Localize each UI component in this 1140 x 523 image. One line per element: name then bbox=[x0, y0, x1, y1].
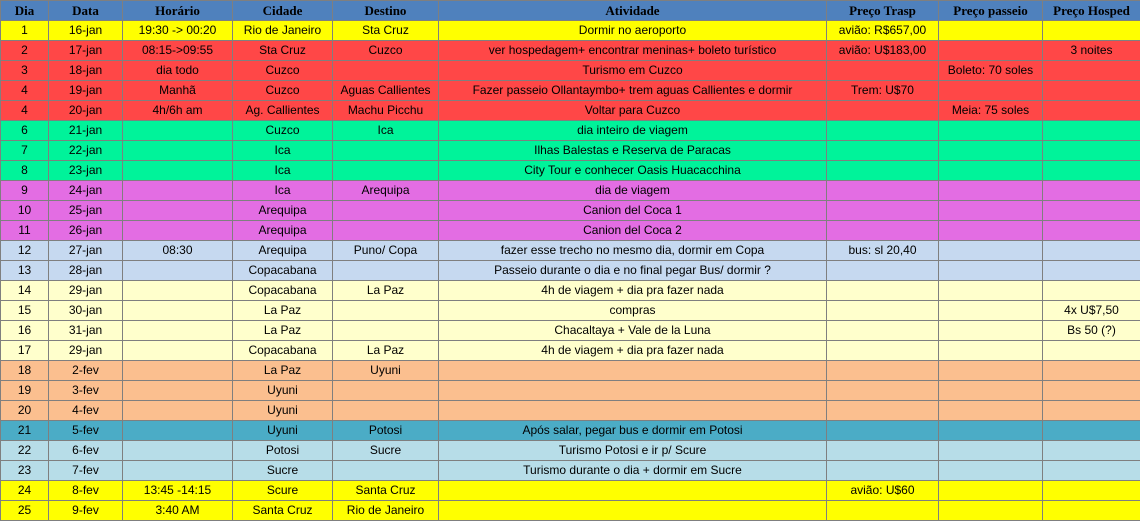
cell-preco-hosped[interactable] bbox=[1043, 341, 1140, 361]
cell-atividade[interactable]: ver hospedagem+ encontrar meninas+ boleto turístico bbox=[439, 41, 827, 61]
cell-atividade[interactable]: Canion del Coca 1 bbox=[439, 201, 827, 221]
cell-dia[interactable]: 23 bbox=[1, 461, 49, 481]
cell-data[interactable]: 30-jan bbox=[49, 301, 123, 321]
cell-preco-passeio[interactable] bbox=[939, 321, 1043, 341]
cell-preco-trasp[interactable] bbox=[827, 461, 939, 481]
cell-data[interactable]: 17-jan bbox=[49, 41, 123, 61]
cell-preco-trasp[interactable] bbox=[827, 441, 939, 461]
table-row bbox=[1, 201, 1140, 221]
cell-cidade[interactable]: Santa Cruz bbox=[233, 501, 333, 521]
cell-atividade[interactable]: compras bbox=[439, 301, 827, 321]
cell-destino[interactable]: Puno/ Copa bbox=[333, 241, 439, 261]
cell-cidade[interactable]: Copacabana bbox=[233, 341, 333, 361]
cell-horario[interactable] bbox=[123, 221, 233, 241]
cell-dia[interactable]: 4 bbox=[1, 81, 49, 101]
cell-dia[interactable]: 25 bbox=[1, 501, 49, 521]
cell-destino[interactable]: La Paz bbox=[333, 341, 439, 361]
cell-preco-hosped[interactable] bbox=[1043, 381, 1140, 401]
cell-dia[interactable]: 16 bbox=[1, 321, 49, 341]
cell-preco-trasp[interactable] bbox=[827, 281, 939, 301]
cell-preco-hosped[interactable] bbox=[1043, 201, 1140, 221]
cell-preco-trasp[interactable] bbox=[827, 161, 939, 181]
cell-preco-passeio[interactable] bbox=[939, 161, 1043, 181]
cell-preco-passeio[interactable] bbox=[939, 301, 1043, 321]
cell-preco-hosped[interactable] bbox=[1043, 261, 1140, 281]
cell-cidade[interactable]: Scure bbox=[233, 481, 333, 501]
cell-horario[interactable] bbox=[123, 141, 233, 161]
cell-cidade[interactable]: Sta Cruz bbox=[233, 41, 333, 61]
column-header-atividade[interactable]: Atividade bbox=[439, 1, 827, 21]
cell-data[interactable]: 2-fev bbox=[49, 361, 123, 381]
column-header-dia[interactable]: Dia bbox=[1, 1, 49, 21]
cell-destino[interactable]: La Paz bbox=[333, 281, 439, 301]
cell-preco-trasp[interactable] bbox=[827, 201, 939, 221]
cell-dia[interactable]: 13 bbox=[1, 261, 49, 281]
cell-dia[interactable]: 19 bbox=[1, 381, 49, 401]
cell-data[interactable]: 26-jan bbox=[49, 221, 123, 241]
cell-preco-trasp[interactable] bbox=[827, 361, 939, 381]
cell-preco-passeio[interactable] bbox=[939, 81, 1043, 101]
cell-dia[interactable]: 11 bbox=[1, 221, 49, 241]
cell-dia[interactable]: 10 bbox=[1, 201, 49, 221]
cell-horario[interactable]: Manhã bbox=[123, 81, 233, 101]
cell-atividade[interactable] bbox=[439, 481, 827, 501]
cell-preco-trasp[interactable] bbox=[827, 421, 939, 441]
table-row bbox=[1, 181, 1140, 201]
table-row bbox=[1, 61, 1140, 81]
cell-horario[interactable] bbox=[123, 381, 233, 401]
cell-preco-trasp[interactable]: avião: U$183,00 bbox=[827, 41, 939, 61]
cell-data[interactable]: 3-fev bbox=[49, 381, 123, 401]
cell-preco-passeio[interactable] bbox=[939, 201, 1043, 221]
cell-horario[interactable] bbox=[123, 201, 233, 221]
table-row bbox=[1, 41, 1140, 61]
table-row bbox=[1, 281, 1140, 301]
table-row bbox=[1, 161, 1140, 181]
cell-dia[interactable]: 2 bbox=[1, 41, 49, 61]
cell-preco-passeio[interactable] bbox=[939, 281, 1043, 301]
cell-data[interactable]: 6-fev bbox=[49, 441, 123, 461]
table-row bbox=[1, 501, 1140, 521]
cell-preco-hosped[interactable] bbox=[1043, 181, 1140, 201]
cell-atividade[interactable]: Após salar, pegar bus e dormir em Potosi bbox=[439, 421, 827, 441]
cell-horario[interactable] bbox=[123, 261, 233, 281]
cell-dia[interactable]: 21 bbox=[1, 421, 49, 441]
cell-data[interactable]: 27-jan bbox=[49, 241, 123, 261]
cell-preco-trasp[interactable] bbox=[827, 181, 939, 201]
column-header-cidade[interactable]: Cidade bbox=[233, 1, 333, 21]
cell-preco-passeio[interactable] bbox=[939, 441, 1043, 461]
cell-atividade[interactable] bbox=[439, 361, 827, 381]
cell-destino[interactable] bbox=[333, 61, 439, 81]
cell-preco-hosped[interactable] bbox=[1043, 481, 1140, 501]
table-row bbox=[1, 361, 1140, 381]
cell-dia[interactable]: 4 bbox=[1, 101, 49, 121]
cell-preco-passeio[interactable] bbox=[939, 241, 1043, 261]
cell-preco-trasp[interactable] bbox=[827, 121, 939, 141]
cell-data[interactable]: 24-jan bbox=[49, 181, 123, 201]
cell-preco-hosped[interactable] bbox=[1043, 21, 1140, 41]
cell-destino[interactable]: Ica bbox=[333, 121, 439, 141]
cell-preco-passeio[interactable] bbox=[939, 381, 1043, 401]
cell-preco-hosped[interactable]: 4x U$7,50 bbox=[1043, 301, 1140, 321]
cell-dia[interactable]: 9 bbox=[1, 181, 49, 201]
cell-atividade[interactable]: Turismo durante o dia + dormir em Sucre bbox=[439, 461, 827, 481]
table-row bbox=[1, 401, 1140, 421]
cell-cidade[interactable]: Potosi bbox=[233, 441, 333, 461]
cell-destino[interactable]: Potosi bbox=[333, 421, 439, 441]
cell-cidade[interactable]: La Paz bbox=[233, 361, 333, 381]
cell-atividade[interactable]: Passeio durante o dia e no final pegar Bus/ dormir ? bbox=[439, 261, 827, 281]
cell-preco-passeio[interactable] bbox=[939, 261, 1043, 281]
cell-horario[interactable] bbox=[123, 421, 233, 441]
cell-cidade[interactable]: Copacabana bbox=[233, 261, 333, 281]
cell-preco-hosped[interactable] bbox=[1043, 101, 1140, 121]
cell-preco-trasp[interactable] bbox=[827, 61, 939, 81]
cell-horario[interactable]: 08:15->09:55 bbox=[123, 41, 233, 61]
cell-horario[interactable] bbox=[123, 161, 233, 181]
cell-dia[interactable]: 14 bbox=[1, 281, 49, 301]
cell-atividade[interactable]: Canion del Coca 2 bbox=[439, 221, 827, 241]
cell-data[interactable]: 4-fev bbox=[49, 401, 123, 421]
table-row bbox=[1, 481, 1140, 501]
cell-preco-hosped[interactable] bbox=[1043, 401, 1140, 421]
cell-horario[interactable] bbox=[123, 461, 233, 481]
cell-preco-hosped[interactable] bbox=[1043, 141, 1140, 161]
cell-data[interactable]: 16-jan bbox=[49, 21, 123, 41]
cell-atividade[interactable] bbox=[439, 401, 827, 421]
cell-atividade[interactable]: Voltar para Cuzco bbox=[439, 101, 827, 121]
cell-dia[interactable]: 6 bbox=[1, 121, 49, 141]
cell-preco-trasp[interactable]: bus: sl 20,40 bbox=[827, 241, 939, 261]
cell-horario[interactable] bbox=[123, 401, 233, 421]
cell-destino[interactable]: Arequipa bbox=[333, 181, 439, 201]
column-header-preco-hosped[interactable]: Preço Hosped bbox=[1043, 1, 1140, 21]
table-row bbox=[1, 341, 1140, 361]
cell-cidade[interactable]: Ica bbox=[233, 161, 333, 181]
cell-data[interactable]: 29-jan bbox=[49, 281, 123, 301]
cell-preco-trasp[interactable] bbox=[827, 221, 939, 241]
cell-dia[interactable]: 17 bbox=[1, 341, 49, 361]
cell-destino[interactable] bbox=[333, 461, 439, 481]
cell-horario[interactable] bbox=[123, 361, 233, 381]
cell-preco-trasp[interactable]: Trem: U$70 bbox=[827, 81, 939, 101]
table-row bbox=[1, 261, 1140, 281]
cell-preco-passeio[interactable] bbox=[939, 341, 1043, 361]
table-row bbox=[1, 241, 1140, 261]
cell-preco-passeio[interactable] bbox=[939, 121, 1043, 141]
cell-destino[interactable]: Rio de Janeiro bbox=[333, 501, 439, 521]
cell-preco-passeio[interactable]: Meia: 75 soles bbox=[939, 101, 1043, 121]
cell-preco-hosped[interactable] bbox=[1043, 441, 1140, 461]
cell-horario[interactable]: 13:45 -14:15 bbox=[123, 481, 233, 501]
cell-preco-hosped[interactable] bbox=[1043, 121, 1140, 141]
table-row bbox=[1, 461, 1140, 481]
cell-atividade[interactable]: fazer esse trecho no mesmo dia, dormir em Copa bbox=[439, 241, 827, 261]
cell-atividade[interactable]: Ilhas Balestas e Reserva de Paracas bbox=[439, 141, 827, 161]
table-row bbox=[1, 381, 1140, 401]
cell-data[interactable]: 5-fev bbox=[49, 421, 123, 441]
cell-destino[interactable] bbox=[333, 321, 439, 341]
column-header-data[interactable]: Data bbox=[49, 1, 123, 21]
table-body bbox=[1, 21, 1140, 521]
cell-destino[interactable] bbox=[333, 201, 439, 221]
column-header-destino[interactable]: Destino bbox=[333, 1, 439, 21]
cell-preco-passeio[interactable] bbox=[939, 401, 1043, 421]
cell-atividade[interactable]: Dormir no aeroporto bbox=[439, 21, 827, 41]
cell-preco-trasp[interactable] bbox=[827, 341, 939, 361]
cell-preco-passeio[interactable]: Boleto: 70 soles bbox=[939, 61, 1043, 81]
cell-data[interactable]: 22-jan bbox=[49, 141, 123, 161]
cell-dia[interactable]: 3 bbox=[1, 61, 49, 81]
cell-preco-passeio[interactable] bbox=[939, 361, 1043, 381]
cell-dia[interactable]: 12 bbox=[1, 241, 49, 261]
cell-preco-hosped[interactable]: 3 noites bbox=[1043, 41, 1140, 61]
cell-destino[interactable]: Machu Picchu bbox=[333, 101, 439, 121]
cell-data[interactable]: 19-jan bbox=[49, 81, 123, 101]
column-header-preco-passeio[interactable]: Preço passeio bbox=[939, 1, 1043, 21]
cell-atividade[interactable]: Fazer passeio Ollantaymbo+ trem aguas Callientes e dormir bbox=[439, 81, 827, 101]
cell-horario[interactable]: 08:30 bbox=[123, 241, 233, 261]
cell-preco-trasp[interactable]: avião: R$657,00 bbox=[827, 21, 939, 41]
cell-preco-hosped[interactable] bbox=[1043, 501, 1140, 521]
table-row bbox=[1, 141, 1140, 161]
cell-destino[interactable] bbox=[333, 381, 439, 401]
cell-destino[interactable] bbox=[333, 161, 439, 181]
cell-cidade[interactable]: Cuzco bbox=[233, 61, 333, 81]
cell-preco-passeio[interactable] bbox=[939, 421, 1043, 441]
cell-cidade[interactable]: Uyuni bbox=[233, 421, 333, 441]
cell-cidade[interactable]: Arequipa bbox=[233, 201, 333, 221]
cell-data[interactable]: 28-jan bbox=[49, 261, 123, 281]
cell-data[interactable]: 31-jan bbox=[49, 321, 123, 341]
cell-preco-hosped[interactable] bbox=[1043, 361, 1140, 381]
cell-horario[interactable] bbox=[123, 321, 233, 341]
table-row bbox=[1, 321, 1140, 341]
cell-preco-trasp[interactable] bbox=[827, 101, 939, 121]
cell-preco-passeio[interactable] bbox=[939, 221, 1043, 241]
cell-preco-trasp[interactable] bbox=[827, 301, 939, 321]
cell-preco-passeio[interactable] bbox=[939, 461, 1043, 481]
cell-cidade[interactable]: Ag. Callientes bbox=[233, 101, 333, 121]
cell-data[interactable]: 29-jan bbox=[49, 341, 123, 361]
cell-preco-hosped[interactable] bbox=[1043, 81, 1140, 101]
cell-cidade[interactable]: Copacabana bbox=[233, 281, 333, 301]
cell-atividade[interactable]: Turismo em Cuzco bbox=[439, 61, 827, 81]
cell-horario[interactable] bbox=[123, 121, 233, 141]
cell-atividade[interactable]: dia inteiro de viagem bbox=[439, 121, 827, 141]
cell-cidade[interactable]: La Paz bbox=[233, 301, 333, 321]
cell-preco-trasp[interactable] bbox=[827, 321, 939, 341]
cell-preco-hosped[interactable]: Bs 50 (?) bbox=[1043, 321, 1140, 341]
cell-dia[interactable]: 7 bbox=[1, 141, 49, 161]
cell-horario[interactable] bbox=[123, 341, 233, 361]
cell-atividade[interactable]: 4h de viagem + dia pra fazer nada bbox=[439, 341, 827, 361]
column-header-horario[interactable]: Horário bbox=[123, 1, 233, 21]
table-row bbox=[1, 21, 1140, 41]
cell-destino[interactable] bbox=[333, 261, 439, 281]
cell-dia[interactable]: 22 bbox=[1, 441, 49, 461]
cell-cidade[interactable]: Ica bbox=[233, 181, 333, 201]
cell-dia[interactable]: 24 bbox=[1, 481, 49, 501]
cell-horario[interactable]: 3:40 AM bbox=[123, 501, 233, 521]
cell-dia[interactable]: 18 bbox=[1, 361, 49, 381]
cell-destino[interactable]: Sucre bbox=[333, 441, 439, 461]
cell-cidade[interactable]: Cuzco bbox=[233, 121, 333, 141]
cell-preco-hosped[interactable] bbox=[1043, 221, 1140, 241]
cell-atividade[interactable]: Chacaltaya + Vale de la Luna bbox=[439, 321, 827, 341]
cell-preco-trasp[interactable] bbox=[827, 141, 939, 161]
cell-destino[interactable] bbox=[333, 401, 439, 421]
cell-preco-trasp[interactable] bbox=[827, 261, 939, 281]
cell-atividade[interactable] bbox=[439, 381, 827, 401]
table-row bbox=[1, 121, 1140, 141]
table-row bbox=[1, 81, 1140, 101]
table-row bbox=[1, 301, 1140, 321]
cell-data[interactable]: 7-fev bbox=[49, 461, 123, 481]
header-row bbox=[1, 1, 1140, 21]
cell-atividade[interactable]: City Tour e conhecer Oasis Huacacchina bbox=[439, 161, 827, 181]
cell-preco-hosped[interactable] bbox=[1043, 161, 1140, 181]
cell-atividade[interactable]: dia de viagem bbox=[439, 181, 827, 201]
cell-destino[interactable]: Aguas Callientes bbox=[333, 81, 439, 101]
cell-cidade[interactable]: Sucre bbox=[233, 461, 333, 481]
cell-cidade[interactable]: Uyuni bbox=[233, 381, 333, 401]
cell-preco-trasp[interactable] bbox=[827, 401, 939, 421]
cell-dia[interactable]: 1 bbox=[1, 21, 49, 41]
cell-horario[interactable] bbox=[123, 181, 233, 201]
cell-cidade[interactable]: La Paz bbox=[233, 321, 333, 341]
cell-cidade[interactable]: Rio de Janeiro bbox=[233, 21, 333, 41]
cell-destino[interactable]: Uyuni bbox=[333, 361, 439, 381]
cell-data[interactable]: 25-jan bbox=[49, 201, 123, 221]
cell-horario[interactable]: dia todo bbox=[123, 61, 233, 81]
cell-data[interactable]: 18-jan bbox=[49, 61, 123, 81]
cell-destino[interactable]: Santa Cruz bbox=[333, 481, 439, 501]
cell-horario[interactable]: 19:30 -> 00:20 bbox=[123, 21, 233, 41]
table-row bbox=[1, 441, 1140, 461]
cell-preco-passeio[interactable] bbox=[939, 41, 1043, 61]
cell-preco-trasp[interactable] bbox=[827, 501, 939, 521]
cell-destino[interactable]: Sta Cruz bbox=[333, 21, 439, 41]
cell-dia[interactable]: 15 bbox=[1, 301, 49, 321]
cell-preco-hosped[interactable] bbox=[1043, 61, 1140, 81]
cell-horario[interactable] bbox=[123, 301, 233, 321]
cell-atividade[interactable]: Turismo Potosi e ir p/ Scure bbox=[439, 441, 827, 461]
cell-preco-trasp[interactable] bbox=[827, 381, 939, 401]
cell-dia[interactable]: 8 bbox=[1, 161, 49, 181]
cell-destino[interactable] bbox=[333, 141, 439, 161]
cell-horario[interactable]: 4h/6h am bbox=[123, 101, 233, 121]
cell-preco-passeio[interactable] bbox=[939, 141, 1043, 161]
cell-preco-hosped[interactable] bbox=[1043, 421, 1140, 441]
cell-atividade[interactable]: 4h de viagem + dia pra fazer nada bbox=[439, 281, 827, 301]
cell-preco-passeio[interactable] bbox=[939, 21, 1043, 41]
cell-destino[interactable] bbox=[333, 221, 439, 241]
table-row bbox=[1, 421, 1140, 441]
cell-preco-trasp[interactable]: avião: U$60 bbox=[827, 481, 939, 501]
cell-data[interactable]: 23-jan bbox=[49, 161, 123, 181]
cell-destino[interactable]: Cuzco bbox=[333, 41, 439, 61]
cell-data[interactable]: 8-fev bbox=[49, 481, 123, 501]
cell-destino[interactable] bbox=[333, 301, 439, 321]
cell-data[interactable]: 20-jan bbox=[49, 101, 123, 121]
cell-dia[interactable]: 20 bbox=[1, 401, 49, 421]
cell-horario[interactable] bbox=[123, 441, 233, 461]
cell-cidade[interactable]: Ica bbox=[233, 141, 333, 161]
cell-preco-hosped[interactable] bbox=[1043, 241, 1140, 261]
cell-cidade[interactable]: Uyuni bbox=[233, 401, 333, 421]
cell-preco-passeio[interactable] bbox=[939, 181, 1043, 201]
table-row bbox=[1, 101, 1140, 121]
cell-preco-hosped[interactable] bbox=[1043, 461, 1140, 481]
cell-preco-hosped[interactable] bbox=[1043, 281, 1140, 301]
cell-horario[interactable] bbox=[123, 281, 233, 301]
cell-preco-passeio[interactable] bbox=[939, 481, 1043, 501]
table-row bbox=[1, 221, 1140, 241]
column-header-preco-trasp[interactable]: Preço Trasp bbox=[827, 1, 939, 21]
cell-cidade[interactable]: Arequipa bbox=[233, 221, 333, 241]
cell-preco-passeio[interactable] bbox=[939, 501, 1043, 521]
cell-data[interactable]: 9-fev bbox=[49, 501, 123, 521]
cell-cidade[interactable]: Cuzco bbox=[233, 81, 333, 101]
cell-atividade[interactable] bbox=[439, 501, 827, 521]
cell-data[interactable]: 21-jan bbox=[49, 121, 123, 141]
cell-cidade[interactable]: Arequipa bbox=[233, 241, 333, 261]
